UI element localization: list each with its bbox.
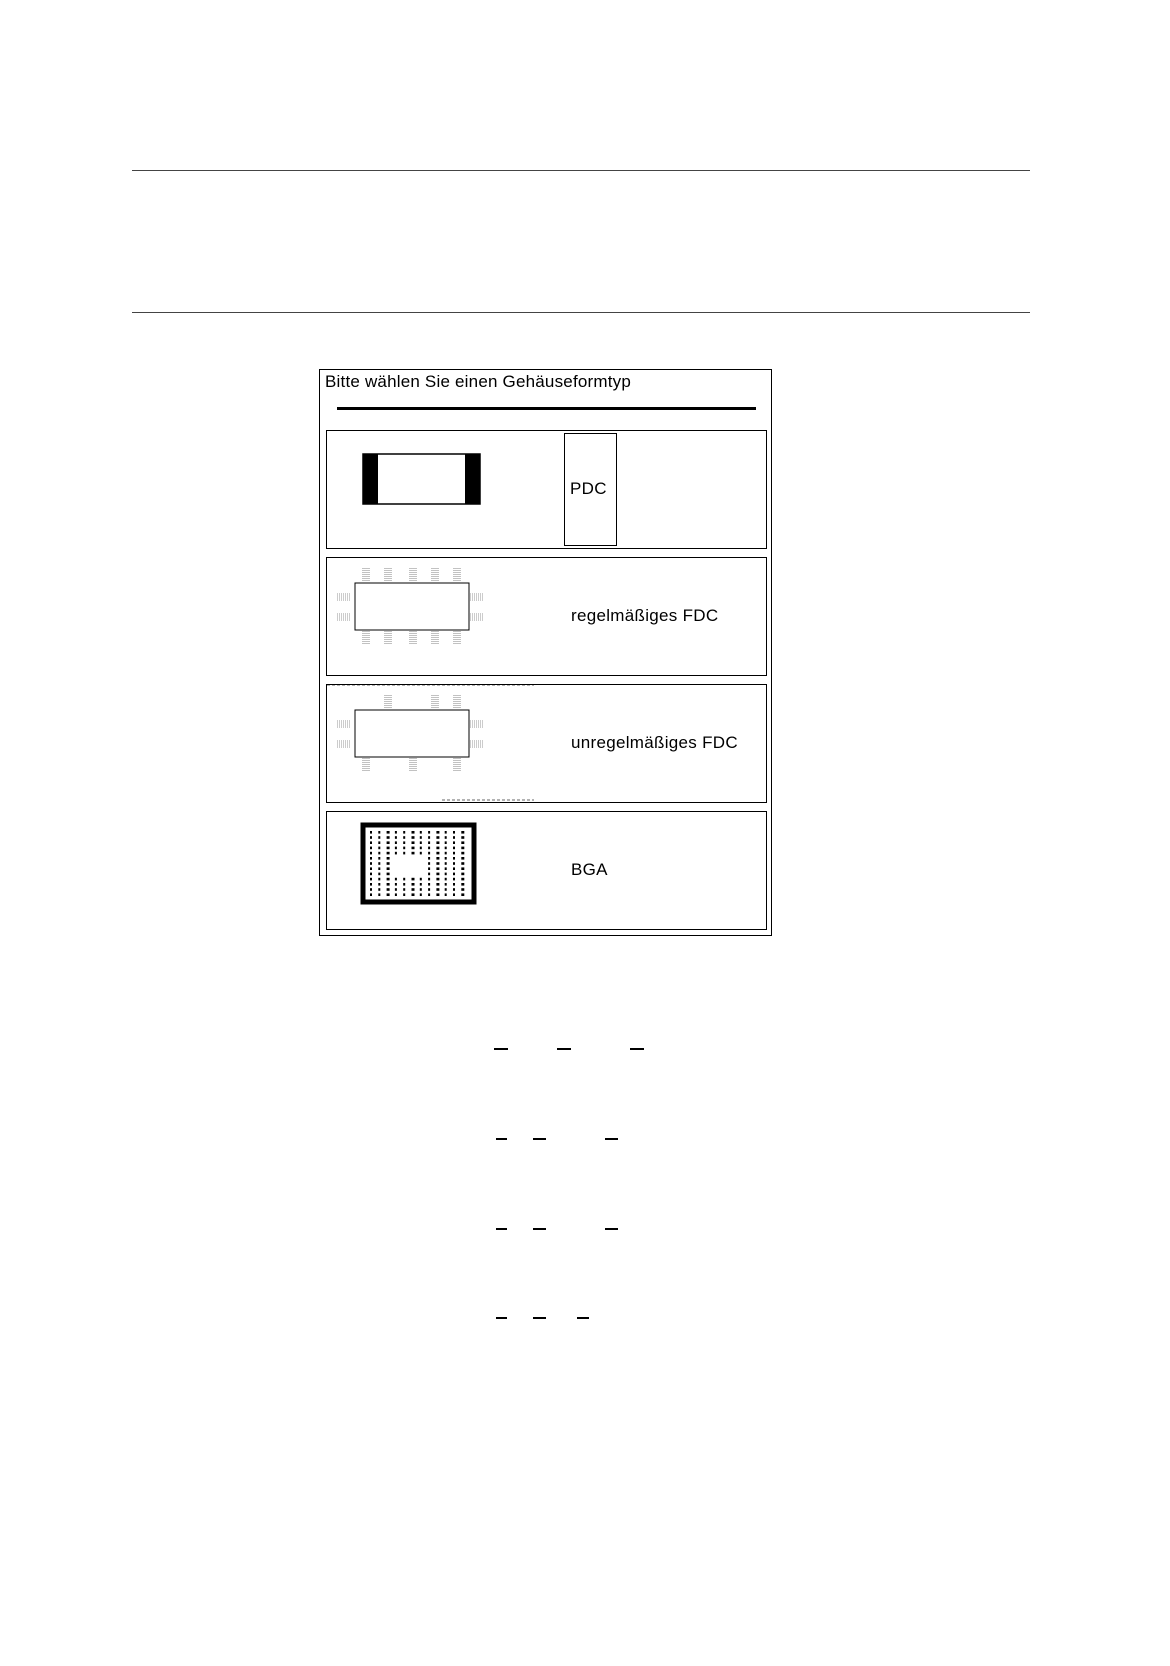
option-label-bga: BGA — [571, 860, 608, 879]
irregular-fdc-package-icon — [327, 685, 547, 802]
option-label-irregular-fdc: unregelmäßiges FDC — [571, 733, 738, 752]
package-type-dialog — [319, 369, 772, 936]
title-underline — [337, 407, 756, 410]
option-irregular-fdc[interactable] — [326, 684, 767, 803]
option-label-regular-fdc: regelmäßiges FDC — [571, 606, 719, 625]
top-rule — [132, 170, 1030, 171]
option-regular-fdc[interactable] — [326, 557, 767, 676]
bottom-rule — [132, 312, 1030, 313]
option-label-pdc: PDC — [570, 479, 607, 498]
bga-package-icon — [327, 812, 527, 929]
option-pdc[interactable] — [326, 430, 767, 549]
pdc-chip-icon — [327, 431, 527, 548]
dialog-title: Bitte wählen Sie einen Gehäuseformtyp — [325, 372, 632, 391]
option-bga[interactable] — [326, 811, 767, 930]
regular-fdc-package-icon — [327, 558, 527, 675]
